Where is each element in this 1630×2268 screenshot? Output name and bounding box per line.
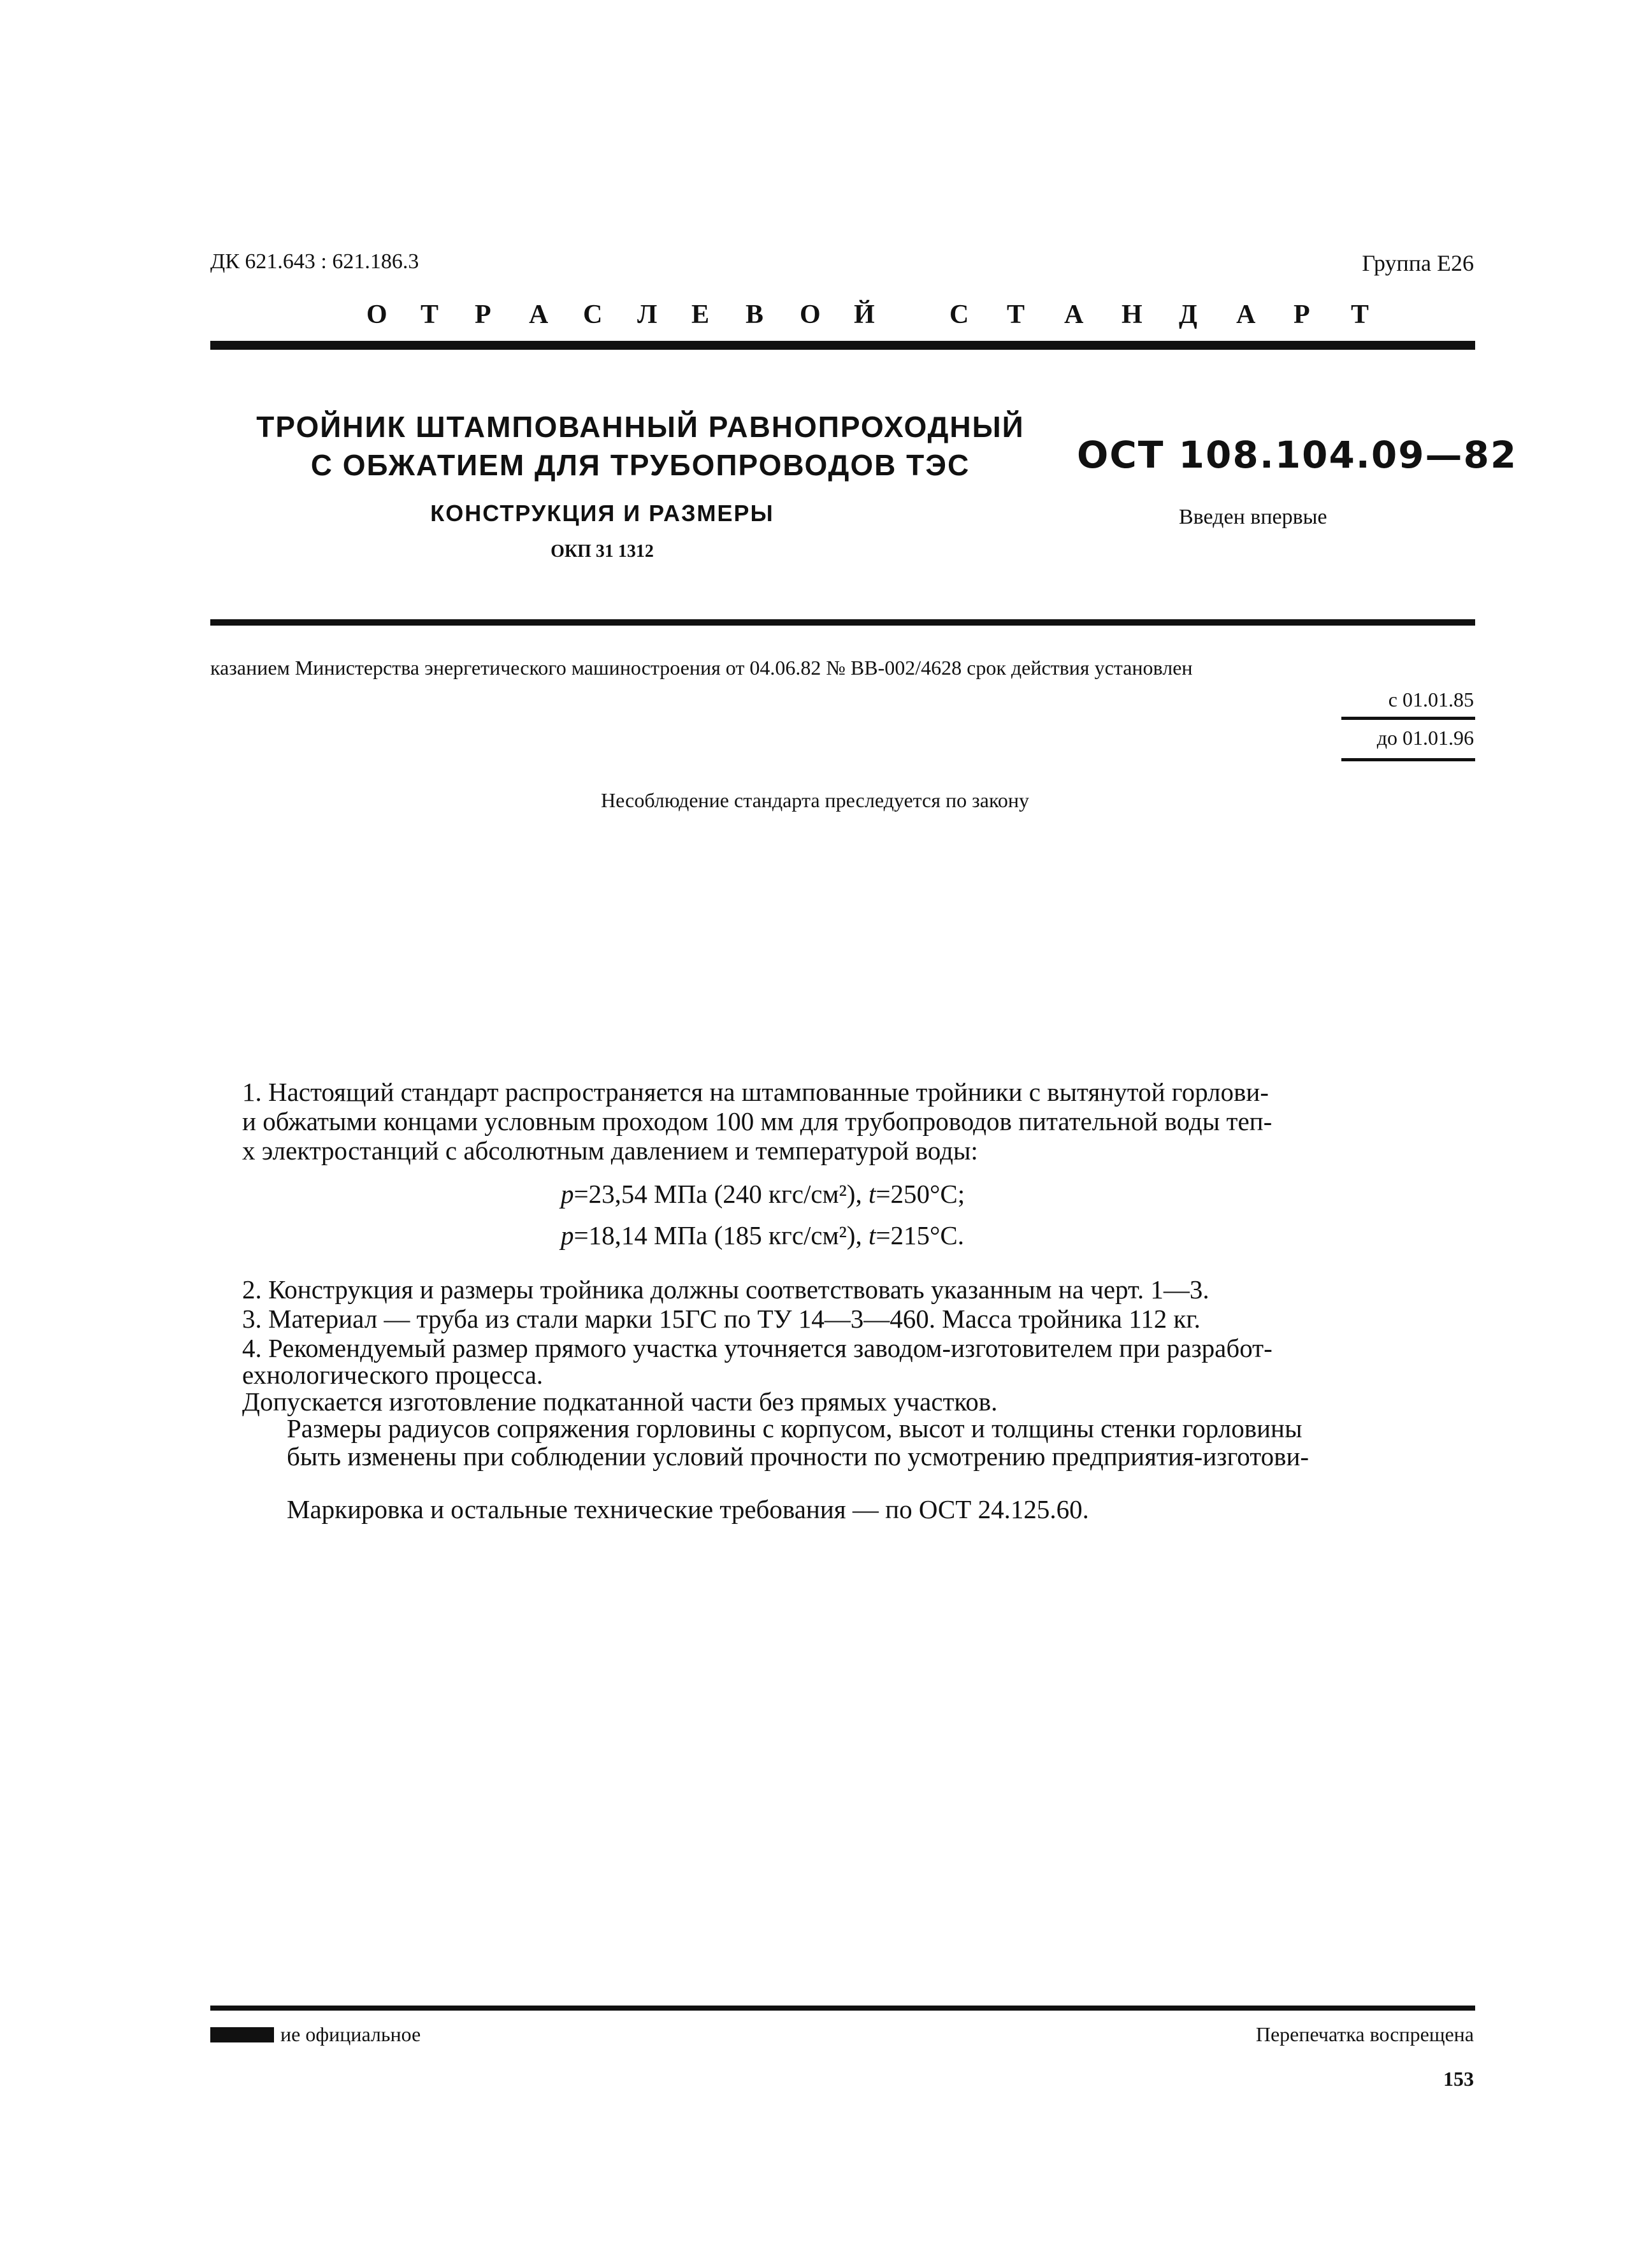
official-edition-label: ие официальное xyxy=(280,2023,421,2046)
paragraph-1-line-2: и обжатыми концами условным проходом 100 мм для трубопроводов питательной воды теп- xyxy=(242,1107,1273,1136)
title-line-1: ТРОЙНИК ШТАМПОВАННЫЙ РАВНОПРОХОДНЫЙ xyxy=(256,410,1025,443)
okp-code: ОКП 31 1312 xyxy=(551,542,654,561)
banner-letter: Н xyxy=(1122,300,1143,329)
banner-letter: Т xyxy=(421,300,439,329)
formula-1 xyxy=(561,1179,965,1209)
group-label: Группа Е26 xyxy=(1362,250,1474,276)
footer-black-mark xyxy=(210,2027,274,2042)
validity-from: с 01.01.85 xyxy=(1388,688,1474,711)
paragraph-2: 2. Конструкция и размеры тройника должны соответствовать указанным на черт. 1—3. xyxy=(242,1275,1209,1304)
formula-2-p: p xyxy=(561,1221,574,1250)
paragraph-1-line-3: х электростанций с абсолютным давлением и температурой воды: xyxy=(242,1136,978,1165)
formula-1-p: p xyxy=(561,1179,574,1209)
validity-from-underline xyxy=(1341,717,1475,720)
banner-letter: С xyxy=(949,300,969,329)
document-subtitle: КОНСТРУКЦИЯ И РАЗМЕРЫ xyxy=(430,500,774,526)
decree-text: казанием Министерства энергетического машиностроения от 04.06.82 № ВВ-002/4628 срок действия установлен xyxy=(210,656,1193,679)
banner-letter: С xyxy=(583,300,603,329)
udk-code: ДК 621.643 : 621.186.3 xyxy=(210,250,419,273)
title-line-2: С ОБЖАТИЕМ ДЛЯ ТРУБОПРОВОДОВ ТЭС xyxy=(310,449,970,482)
introduced-note: Введен впервые xyxy=(1179,505,1327,529)
banner-letter: В xyxy=(746,300,764,329)
banner-letter: О xyxy=(800,300,821,329)
banner-letter: Р xyxy=(475,300,491,329)
formula-2-value: =18,14 МПа (185 кгс/см²), xyxy=(573,1221,869,1250)
title-rule xyxy=(210,619,1475,626)
banner-letter: Й xyxy=(854,300,875,329)
banner-letter: Т xyxy=(1007,300,1025,329)
formula-1-value: =23,54 МПа (240 кгс/см²), xyxy=(573,1179,869,1209)
banner-letter: Т xyxy=(1351,300,1369,329)
paragraph-6-line-1: Размеры радиусов сопряжения горловины с корпусом, высот и толщины стенки горловины xyxy=(287,1414,1302,1443)
banner-letter: Д xyxy=(1179,300,1197,329)
paragraph-4-line-2: ехнологического процесса. xyxy=(242,1360,544,1389)
paragraph-7: Маркировка и остальные технические требования — по ОСТ 24.125.60. xyxy=(287,1495,1089,1524)
reprint-notice: Перепечатка воспрещена xyxy=(1255,2023,1474,2046)
formula-1-t: t xyxy=(868,1179,876,1209)
banner-letter: О xyxy=(366,300,387,329)
banner-letter: Р xyxy=(1294,300,1310,329)
paragraph-5: Допускается изготовление подкатанной части без прямых участков. xyxy=(242,1387,998,1416)
standard-designation: ОСТ 108.104.09—82 xyxy=(1077,433,1518,477)
paragraph-1-line-1: 1. Настоящий стандарт распространяется на штампованные тройники с вытянутой горлови- xyxy=(242,1077,1269,1107)
banner-letter: Е xyxy=(691,300,710,329)
header-rule xyxy=(210,341,1475,350)
page-number: 153 xyxy=(1443,2067,1474,2090)
paragraph-4-line-1: 4. Рекомендуемый размер прямого участка уточняется заводом-изготовителем при разработ- xyxy=(242,1333,1273,1363)
footer-rule xyxy=(210,2006,1475,2011)
paragraph-6-line-2: быть изменены при соблюдении условий прочности по усмотрению предприятия-изготови- xyxy=(287,1442,1309,1471)
law-notice: Несоблюдение стандарта преследуется по закону xyxy=(601,789,1029,812)
banner-letter: А xyxy=(1236,300,1256,329)
paragraph-3: 3. Материал — труба из стали марки 15ГС по ТУ 14—3—460. Масса тройника 112 кг. xyxy=(242,1304,1201,1333)
formula-2-temp: =215°С. xyxy=(876,1221,964,1250)
banner-letter: А xyxy=(1064,300,1084,329)
formula-2-t: t xyxy=(868,1221,876,1250)
banner-letter: Л xyxy=(637,300,658,329)
validity-to-underline xyxy=(1341,758,1475,761)
banner-letter: А xyxy=(529,300,549,329)
document-title xyxy=(226,408,1055,484)
formula-2 xyxy=(561,1220,964,1251)
formula-1-temp: =250°С; xyxy=(876,1179,965,1209)
validity-to: до 01.01.96 xyxy=(1376,726,1474,749)
